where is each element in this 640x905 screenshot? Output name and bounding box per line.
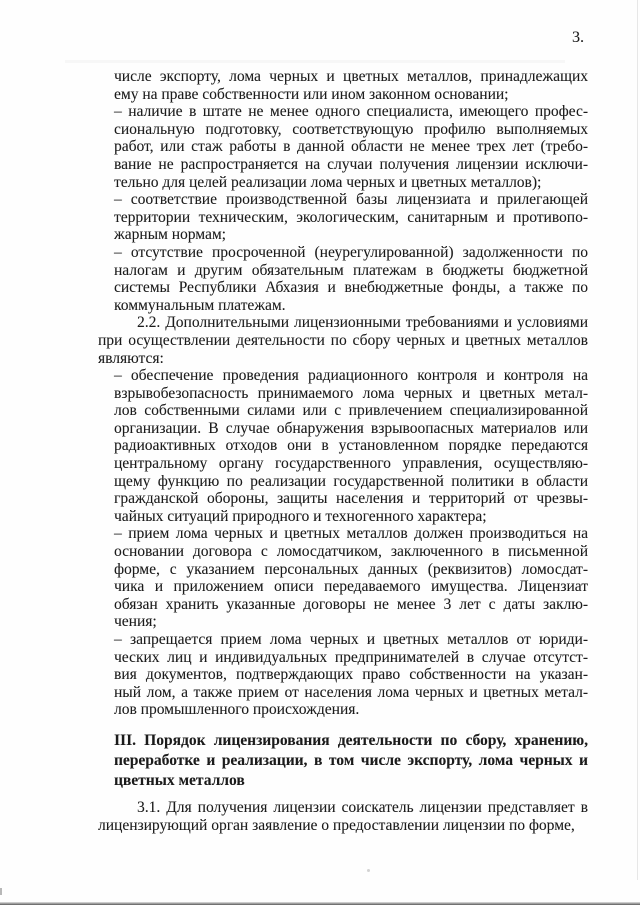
text-line: гражданской обороны, защиты населения и территорий от чрезвы- [114, 490, 588, 508]
text-line: являются: [98, 349, 164, 367]
text-line: чения; [114, 613, 157, 631]
text-line: территории техническим, экологическим, санитарным и противопо- [114, 208, 588, 226]
text-line: ческих лиц и индивидуальных предпринимателей в случае отсутст- [114, 648, 588, 666]
text-line: ему на праве собственности или ином законном основании; [114, 85, 509, 103]
text-line: радиоактивных отходов они в установленном порядке передаются [114, 437, 588, 455]
text-line: вия документов, подтверждающих право собственности на указан- [114, 666, 588, 684]
text-column [98, 30, 588, 834]
text-line: цветных металлов [114, 771, 245, 789]
text-line: 2.2. Дополнительными лицензионными требованиями и условиями [137, 314, 588, 332]
text-line: вание не распространяется на случаи получения лицензии исключи- [114, 155, 588, 173]
text-line: – запрещается прием лома черных и цветных металлов от юриди- [114, 631, 588, 648]
text-line: щему функцию по реализации государственной политики в области [114, 472, 588, 490]
text-line: работ, или стаж работы в данной области не менее трех лет (требо- [114, 138, 588, 156]
text-line: организации. В случае обнаружения взрывоопасных материалов или [114, 419, 588, 437]
text-line: числе экспорту, лома черных и цветных металлов, принадлежащих [114, 68, 588, 85]
text-line: взрывобезопасность принимаемого лома черных и цветных метал- [114, 384, 588, 402]
text-line: III. Порядок лицензирования деятельности по сбору, хранению, [114, 731, 588, 749]
text-line: форме, с указанием персональных данных (реквизитов) ломосдат- [114, 560, 588, 578]
scan-speck [367, 869, 370, 872]
text-line: лов собственными силами или с привлечением специализированной [114, 402, 588, 420]
text-line: – отсутствие просроченной (неурегулированной) задолженности по [114, 243, 588, 261]
text-line: обязан хранить указанные договоры не менее 3 лет с даты заклю- [114, 595, 588, 613]
text-line: ный лом, а также прием от населения лома черных и цветных метал- [114, 683, 588, 701]
text-line: – прием лома черных и цветных металлов должен производиться на [114, 525, 588, 543]
section-3-heading [114, 731, 588, 791]
text-line: чика и приложением описи передаваемого имущества. Лицензиат [114, 578, 588, 596]
text-line: при осуществлении деятельности по сбору черных и цветных металлов [98, 331, 588, 349]
text-line: центральному органу государственного управления, осуществляю- [114, 455, 588, 473]
para-2-1-requirements [114, 68, 588, 314]
text-line: – наличие в штате не менее одного специалиста, имеющего профес- [114, 103, 588, 121]
text-line: системы Республики Абхазия и внебюджетные фонды, а также по [114, 279, 588, 297]
text-line: тельно для целей реализации лома черных и цветных металлов); [114, 173, 542, 191]
scan-right-edge-line [637, 0, 638, 880]
text-line: основании договора с ломосдатчиком, заключенного в письменной [114, 543, 588, 561]
text-line: коммунальным платежам. [114, 296, 286, 314]
text-line: – обеспечение проведения радиационного контроля и контроля на [114, 367, 588, 385]
para-2-2-intro [98, 314, 588, 367]
text-line: лицензирующий орган заявление о предоставлении лицензии по форме, [98, 816, 575, 834]
page-number: 3. [572, 29, 584, 46]
text-line: лов промышленного происхождения. [114, 701, 360, 719]
text-line: – соответствие производственной базы лицензиата и прилегающей [114, 191, 588, 209]
text-line: 3.1. Для получения лицензии соискатель лицензии представляет в [137, 798, 588, 816]
text-line: сиональную подготовку, соответствующую профилю выполняемых [114, 120, 588, 138]
text-line: налогам и другим обязательным платежам в бюджеты бюджетной [114, 261, 588, 279]
text-line: переработке и реализации, в том числе экспорту, лома черных и [114, 751, 588, 769]
scan-corner-mark [0, 888, 2, 895]
para-2-2-items [114, 367, 588, 719]
document-text [98, 68, 588, 834]
para-3-1 [98, 799, 588, 834]
text-line: жарным нормам; [114, 226, 226, 244]
text-line: чайных ситуаций природного и техногенного характера; [114, 507, 487, 525]
